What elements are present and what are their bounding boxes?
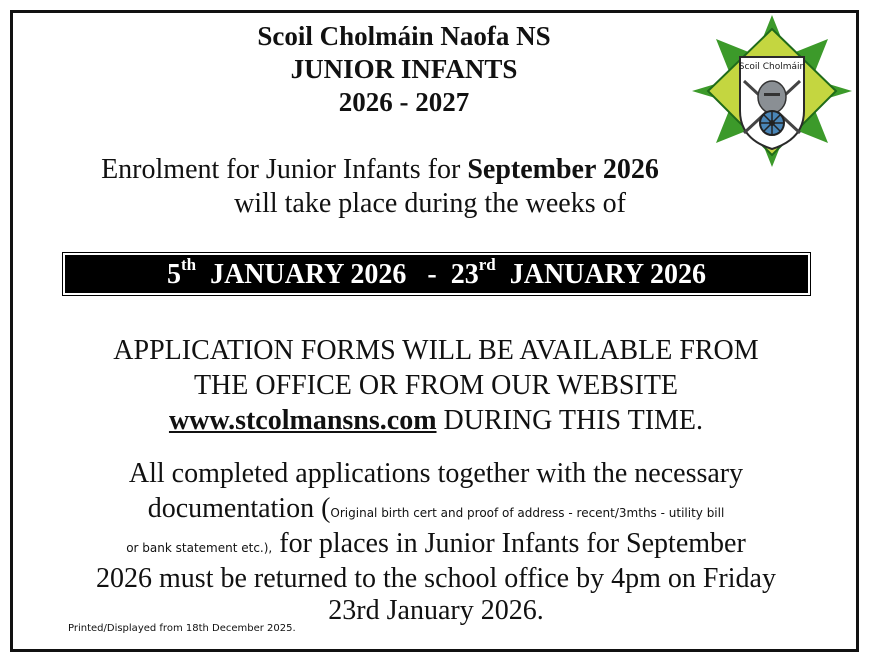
start-day: 5 — [166, 259, 181, 290]
application-text-1: APPLICATION FORMS WILL BE AVAILABLE FROM — [113, 335, 759, 366]
end-day: 23 — [450, 259, 479, 290]
application-line1 — [40, 333, 832, 368]
enrolment-intro — [0, 154, 760, 186]
date-separator: - — [427, 259, 437, 290]
details-line2 — [40, 491, 832, 531]
details-text-3: for places in Junior Infants for September — [272, 528, 746, 559]
details-text-1: All completed applications together with the necessary — [128, 458, 744, 489]
school-crest-logo — [692, 15, 852, 167]
details-documents-note-2: or bank statement etc.), — [126, 541, 273, 555]
class-name: JUNIOR INFANTS — [290, 54, 518, 84]
application-line2 — [40, 368, 832, 403]
intro-text: Enrolment for Junior Infants for — [101, 154, 468, 185]
crest-helmet — [758, 81, 786, 113]
enrolment-intro-line2 — [50, 188, 810, 220]
start-month: JANUARY 2026 — [210, 259, 407, 290]
crest-text: Scoil Cholmáin — [738, 62, 806, 72]
details-text-4: 2026 must be returned to the school office by 4pm on Friday — [96, 563, 776, 594]
intro-line2-text: will take place during the weeks of — [234, 188, 626, 219]
details-text-2: documentation ( — [147, 493, 331, 524]
end-suffix: rd — [478, 254, 496, 274]
details-line4 — [40, 561, 832, 596]
details-documents-note: Original birth cert and proof of address - recent/3mths - utility bill — [330, 506, 725, 520]
intro-month: September 2026 — [467, 154, 659, 185]
start-suffix: th — [180, 254, 197, 274]
details-text-5: 23rd January 2026. — [328, 595, 544, 626]
details-line3 — [40, 526, 832, 566]
school-year: 2026 - 2027 — [338, 87, 470, 117]
end-month: JANUARY 2026 — [509, 259, 707, 290]
website-link[interactable]: www.stcolmansns.com — [168, 405, 437, 436]
school-name: Scoil Cholmáin Naofa NS — [257, 21, 551, 51]
application-text-3: DURING THIS TIME. — [436, 405, 704, 436]
application-text-2: THE OFFICE OR FROM OUR WEBSITE — [193, 370, 679, 401]
enrolment-dates-banner — [63, 253, 810, 295]
printed-date-note: Printed/Displayed from 18th December 2025. — [68, 623, 296, 634]
application-line3 — [40, 403, 832, 438]
details-line1 — [40, 456, 832, 491]
